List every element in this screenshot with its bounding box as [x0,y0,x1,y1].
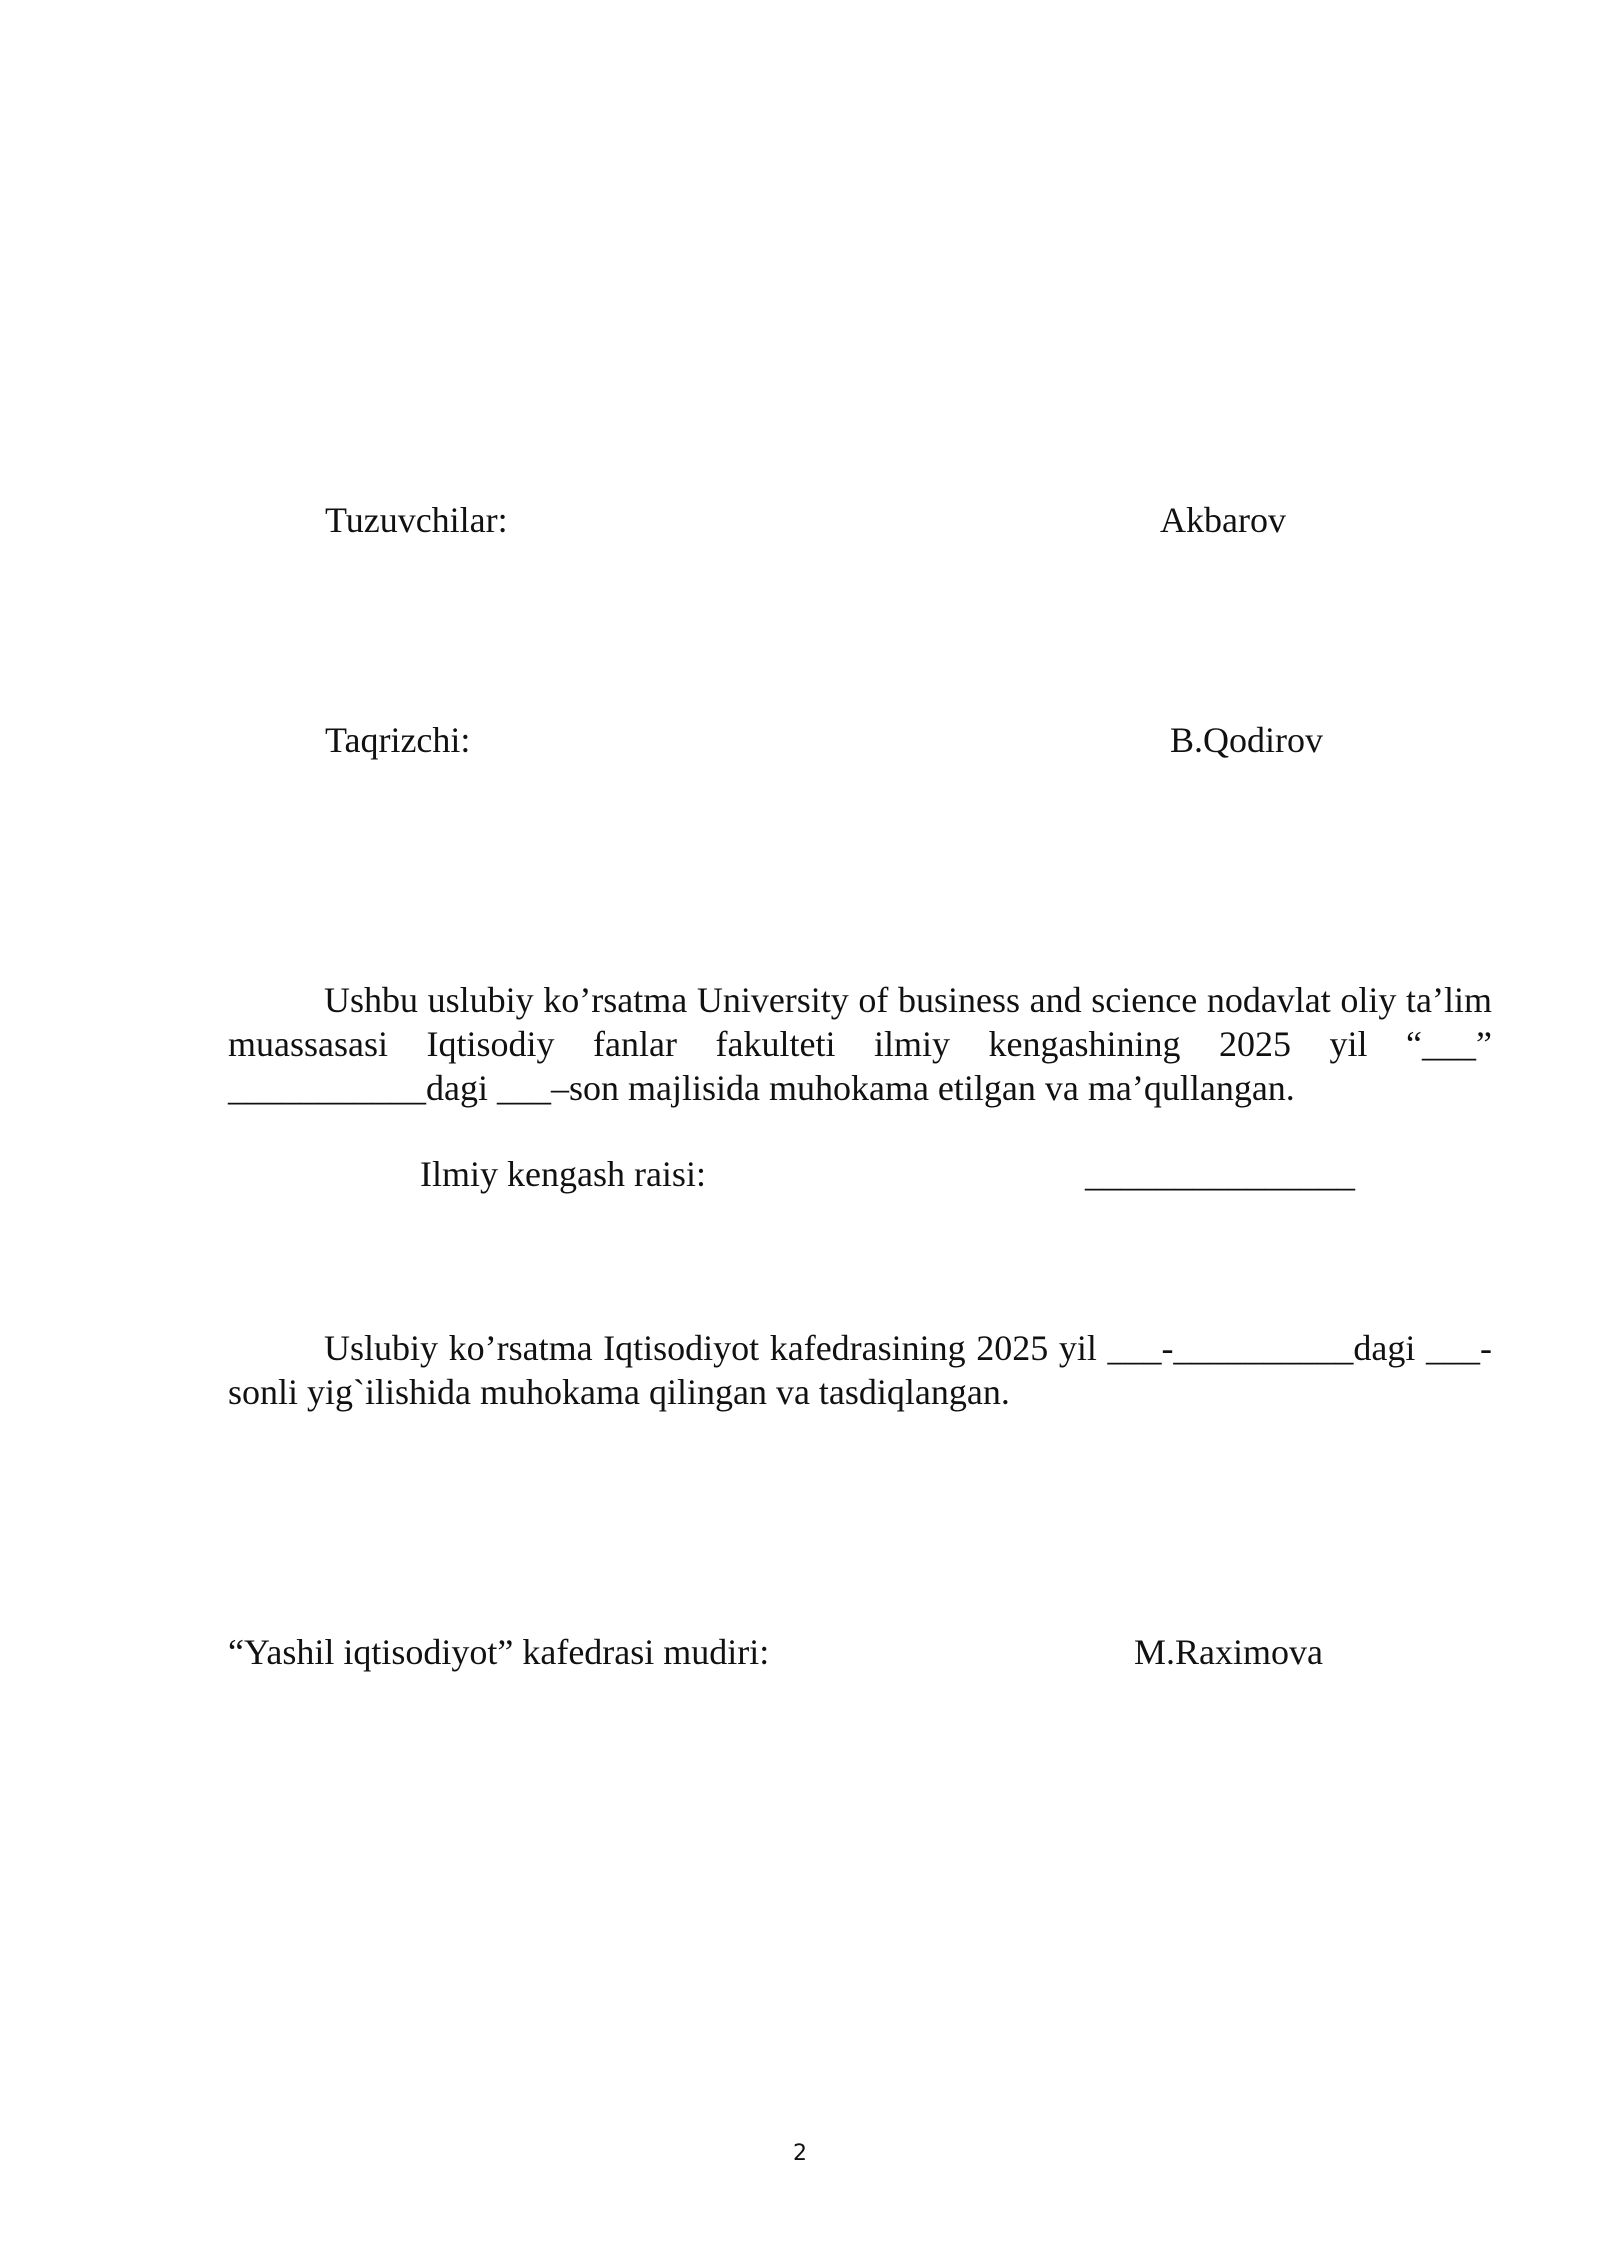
page-number: 2 [793,2141,807,2166]
department-approval-text: Uslubiy ko’rsatma Iqtisodiyot kafedrasining 2025 yil ___-__________dagi ___-sonli yig`ilishida muhokama qilingan va tasdiqlangan. [228,1328,1492,1412]
department-head-label: “Yashil iqtisodiyot” kafedrasi mudiri: [228,1632,770,1672]
reviewer-label: Taqrizchi: [325,720,471,760]
council-approval-paragraph [228,978,1492,1110]
council-chair-signature-line: _______________ [1085,1154,1355,1194]
reviewer-name: B.Qodirov [1170,720,1323,760]
compilers-label: Tuzuvchilar: [325,500,508,540]
council-approval-text: Ushbu uslubiy ko’rsatma University of business and science nodavlat oliy ta’lim muassasasi Iqtisodiy fanlar fakulteti ilmiy kengashining 2025 yil “___” ___________dagi ___–son majlisida muhokama etilgan va ma’qullangan. [228,980,1492,1108]
compilers-name: Akbarov [1160,500,1286,540]
council-chair-label: Ilmiy kengash raisi: [420,1154,706,1194]
department-head-name: M.Raximova [1134,1632,1323,1672]
department-approval-paragraph [228,1326,1492,1414]
